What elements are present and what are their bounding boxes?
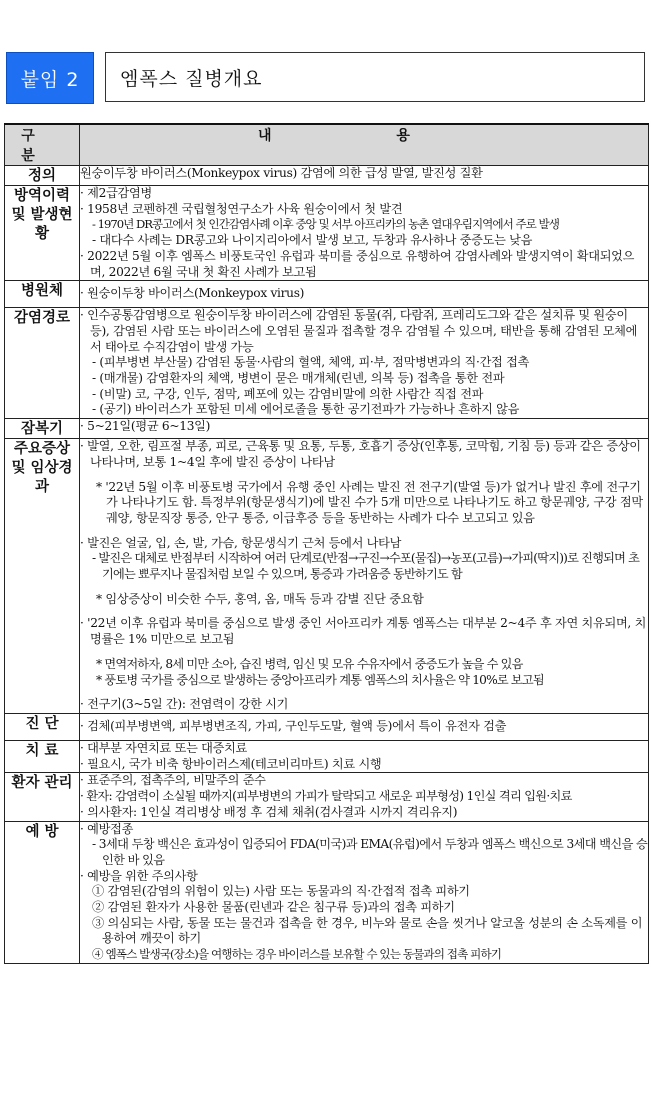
content-line: - (공기) 바이러스가 포함된 미세 에어로졸을 통한 공기전파가 가능하나 흔하지 않음: [92, 402, 520, 417]
column-header-category: 구 분: [5, 124, 80, 166]
content-line: ③ 의심되는 사람, 동물 또는 물건과 접촉을 한 경우, 비누와 물로 손을 씻거나 알코올 성분의 손 소독제를 이용하여 깨끗이 하기: [92, 915, 643, 946]
row-prevention: [5, 821, 649, 963]
content-line: · 환자: 감염력이 소실될 때까지(피부병변의 가피가 탈락되고 새로운 피부형성) 1인실 격리 입원·치료: [80, 789, 572, 804]
row-content: [80, 713, 649, 740]
row-label: 진 단: [5, 713, 80, 740]
row-content: [80, 740, 649, 772]
content-line: · 의사환자: 1인실 격리병상 배정 후 검체 채취(검사결과 시까지 격리유지): [80, 804, 458, 819]
column-header-content: 내 용: [80, 124, 649, 166]
disease-overview-table: [4, 123, 649, 964]
row-content: [80, 821, 649, 963]
row-label: 잠복기: [5, 419, 80, 439]
content-line: · 제2급감염병: [80, 186, 152, 200]
row-content: [80, 439, 649, 714]
content-line: · 1958년 코펜하겐 국립혈청연구소가 사육 원숭이에서 첫 발견: [80, 201, 403, 216]
row-label: 예 방: [5, 821, 80, 963]
content-line: · 발열, 오한, 림프절 부종, 피로, 근육통 및 요통, 두통, 호흡기 증상(인후통, 코막힘, 기침 등) 등과 같은 증상이 나타나며, 보통 1~4일 후에 발진 증상이 나타남: [80, 439, 641, 469]
content-line: - 대다수 사례는 DR콩고와 나이지리아에서 발생 보고, 두창과 유사하나 중증도는 낮음: [92, 233, 533, 248]
row-label: 감염경로: [5, 308, 80, 419]
content-line: - (피부병변 부산물) 감염된 동물·사람의 혈액, 체액, 피·부, 점막병변과의 직·간접 접촉: [92, 355, 530, 370]
row-content: [80, 186, 649, 281]
row-diagnosis: [5, 713, 649, 740]
row-label: 환자 관리: [5, 773, 80, 821]
content-line: · 5~21일(평균 6~13일): [80, 419, 211, 434]
content-note: * 임상증상이 비슷한 수두, 홍역, 옴, 매독 등과 감별 진단 중요함: [96, 591, 424, 606]
content-line: - (매개물) 감염환자의 체액, 병변이 묻은 매개체(린넨, 의복 등) 접촉을 통한 전파: [92, 371, 505, 386]
content-line: - 1970년 DR콩고에서 첫 인간감염사례 이후 중앙 및 서부 아프리카의 농촌 열대우림지역에서 주로 발생: [92, 217, 559, 232]
row-label: 병원체: [5, 281, 80, 308]
content-line: · 예방접종: [80, 821, 134, 836]
content-line: · 필요시, 국가 비축 항바이러스제(테코비리마트) 치료 시행: [80, 756, 382, 771]
row-content: [80, 308, 649, 419]
document-title: 엠폭스 질병개요: [105, 52, 645, 102]
row-symptoms: [5, 439, 649, 714]
row-content: [80, 419, 649, 439]
content-note: * 풍토병 국가를 중심으로 발생하는 중앙아프리카 계통 엠폭스의 치사율은 약 10%로 보고됨: [96, 672, 544, 687]
content-line: · 2022년 5월 이후 엠폭스 비풍토국인 유럽과 북미를 중심으로 유행하여 감염사례와 발생지역이 확대되었으며, 2022년 6월 국내 첫 확진 사례가 보고됨: [80, 248, 635, 279]
row-pathogen: [5, 281, 649, 308]
content-line: · 전구기(3~5일 간): 전염력이 강한 시기: [80, 697, 289, 712]
attachment-badge: 붙임 2: [6, 52, 94, 104]
row-treatment: [5, 740, 649, 772]
row-label: 정의: [5, 166, 80, 186]
row-history: [5, 186, 649, 281]
content-line: ② 감염된 환자가 사용한 물품(린넨과 같은 침구류 등)과의 접촉 피하기: [92, 900, 455, 915]
content-line: - 3세대 두창 백신은 효과성이 입증되어 FDA(미국)과 EMA(유럽)에서 두창과 엠폭스 백신으로 3세대 백신을 승인한 바 있음: [92, 837, 648, 867]
content-line: · 검체(피부병변액, 피부병변조직, 가피, 구인두도말, 혈액 등)에서 특이 유전자 검출: [80, 719, 507, 734]
content-line: · 표준주의, 접촉주의, 비말주의 준수: [80, 773, 266, 788]
row-patient-management: [5, 773, 649, 821]
row-route: [5, 308, 649, 419]
content-note: * '22년 5월 이후 비풍토병 국가에서 유행 중인 사례는 발진 전 전구기(발열 등)가 없거나 발진 후에 전구기가 나타나기도 함. 특정부위(항문생식기)에 발진 수가 5개 미만으로 나타나기도 하고 항문궤양, 구강 점막 궤양, 항문직장 통증, 안구 통증, 이급후증 등을 동반하는 사례가 다수 보고되고 있음: [96, 479, 643, 525]
content-line: ① 감염된(감염의 위험이 있는) 사람 또는 동물과의 직·간접적 접촉 피하기: [92, 884, 470, 899]
content-line: · 원숭이두창 바이러스(Monkeypox virus): [80, 286, 305, 301]
content-line: · 발진은 얼굴, 입, 손, 발, 가슴, 항문생식기 근처 등에서 나타남: [80, 535, 402, 550]
row-content: [80, 281, 649, 308]
row-label: 치 료: [5, 740, 80, 772]
content-line: - 발진은 대체로 반점부터 시작하여 여러 단계로(반점→구진→수포(물집)→농포(고름)→가피(딱지))로 진행되며 초기에는 뾰루지나 물집처럼 보일 수 있으며, 통증과 가려움증 동반하기도 함: [92, 551, 640, 582]
content-line: · 예방을 위한 주의사항: [80, 868, 198, 883]
document-header: [6, 52, 648, 104]
content-line: · '22년 이후 유럽과 북미를 중심으로 발생 중인 서아프리카 계통 엠폭스는 대부분 2~4주 후 자연 치유되며, 치명률은 1% 미만으로 보고됨: [80, 616, 647, 647]
row-definition: [5, 166, 649, 186]
content-line: · 대부분 자연치료 또는 대증치료: [80, 740, 248, 755]
row-label: 주요증상 및 임상경과: [5, 439, 80, 714]
row-incubation: [5, 419, 649, 439]
row-content: [80, 166, 649, 186]
row-content: [80, 773, 649, 821]
content-line: ④ 엠폭스 발생국(장소)을 여행하는 경우 바이러스를 보유할 수 있는 동물과의 접촉 피하기: [92, 947, 502, 962]
content-line: 원숭이두창 바이러스(Monkeypox virus) 감염에 의한 급성 발열, 발진성 질환: [80, 166, 483, 180]
row-label: 방역이력 및 발생현황: [5, 186, 80, 281]
table-header-row: [5, 124, 649, 166]
content-note: * 면역저하자, 8세 미만 소아, 습진 병력, 임신 및 모유 수유자에서 중증도가 높을 수 있음: [96, 656, 523, 671]
content-line: - (비말) 코, 구강, 인두, 점막, 폐포에 있는 감염비말에 의한 사람간 직접 전파: [92, 386, 484, 401]
content-line: · 인수공통감염병으로 원숭이두창 바이러스에 감염된 동물(쥐, 다람쥐, 프레리도그와 같은 설치류 및 원숭이 등), 감염된 사람 또는 바이러스에 오염된 물질과 접촉할 경우 감염될 수 있으며, 태반을 통해 감염된 모체에서 태아로 수직감염이 발생 가능: [80, 308, 638, 354]
